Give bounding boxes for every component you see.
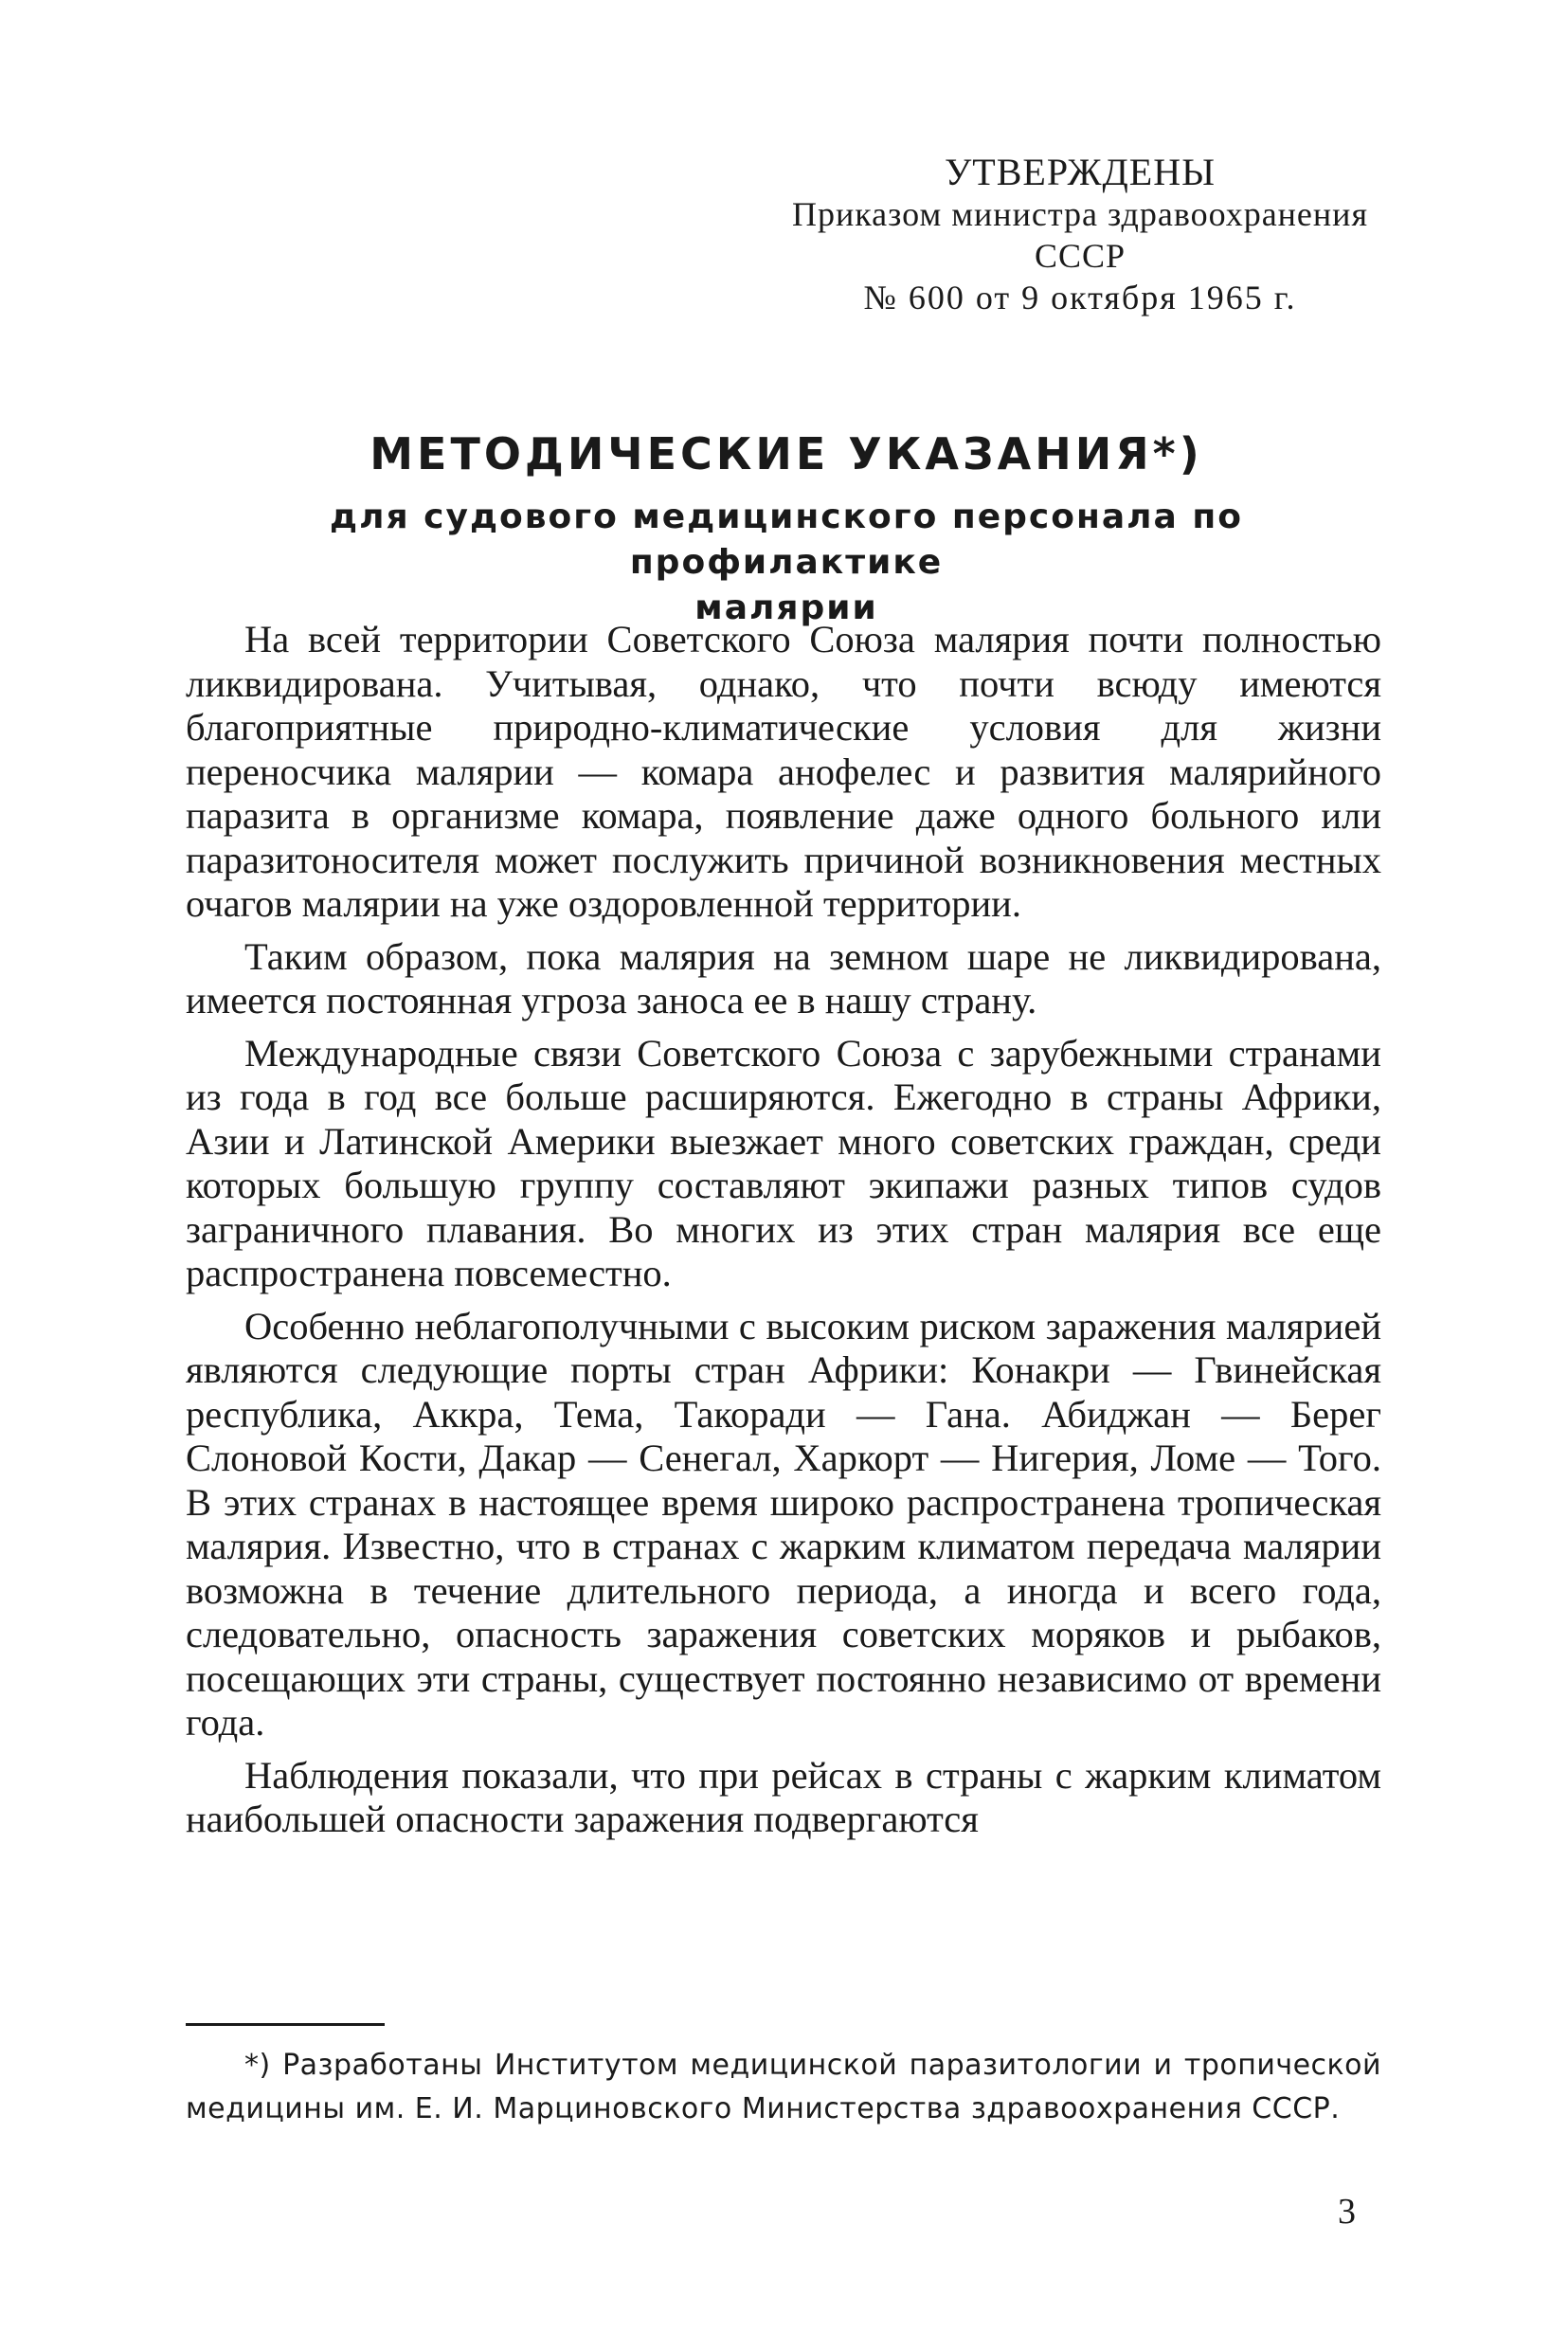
body-text: [186, 618, 1381, 1842]
subtitle-line-2: малярии: [694, 588, 878, 627]
approval-order-line: Приказом министра здравоохранения: [791, 195, 1369, 233]
approval-country-line: СССР: [1034, 237, 1126, 275]
page-number: 3: [1338, 2192, 1356, 2232]
document-subtitle: [171, 495, 1402, 631]
approval-title: УТВЕРЖДЕНЫ: [944, 151, 1217, 193]
subtitle-line-1: для судового медицинского персонала по профилактике: [330, 497, 1243, 582]
paragraph: На всей территории Советского Союза малярия почти полностью ликвидирована. Учитывая, однако, что почти всюду имеются благоприятные природно-климатические условия для жизни переносчика малярии — комара анофелес и развития малярийного паразита в организме комара, появление даже одного больного или паразитоносителя может послужить причиной возникновения местных очагов малярии на уже оздоровленной территории.: [186, 618, 1381, 925]
paragraph: Таким образом, пока малярия на земном шаре не ликвидирована, имеется постоянная угроза заноса ее в нашу страну.: [186, 934, 1381, 1021]
approval-block: [777, 152, 1383, 318]
approval-number-date: № 600 от 9 октября 1965 г.: [863, 279, 1297, 316]
paragraph: Наблюдения показали, что при рейсах в страны с жарким климатом наибольшей опасности заражения подвергаются: [186, 1753, 1381, 1840]
paragraph: Международные связи Советского Союза с зарубежными странами из года в год все больше расширяются. Ежегодно в страны Африки, Азии и Латинской Америки выезжает много советских граждан, среди которых большую группу составляют экипажи разных типов судов заграничного плавания. Во многих из этих стран малярия все еще распространена повсеместно.: [186, 1031, 1381, 1294]
paragraph: Особенно неблагополучными с высоким риском заражения малярией являются следующие порты стран Африки: Конакри — Гвинейская республика, Аккра, Тема, Такоради — Гана. Абиджан — Берег Слоновой Кости, Дакар — Сенегал, Харкорт — Нигерия, Ломе — Того. В этих странах в настоящее время широко распространена тропическая малярия. Известно, что в странах с жарким климатом передача малярии возможна в течение длительного периода, а иногда и всего года, следовательно, опасность заражения советских моряков и рыбаков, посещающих эти страны, существует постоянно независимо от времени года.: [186, 1304, 1381, 1744]
footnote-divider: [186, 2023, 385, 2026]
document-title: МЕТОДИЧЕСКИЕ УКАЗАНИЯ*): [369, 428, 1203, 479]
footnote: *) Разработаны Институтом медицинской паразитологии и тропической медицины им. Е. И. Марциновского Министерства здравоохранения СССР.: [186, 2049, 1381, 2125]
